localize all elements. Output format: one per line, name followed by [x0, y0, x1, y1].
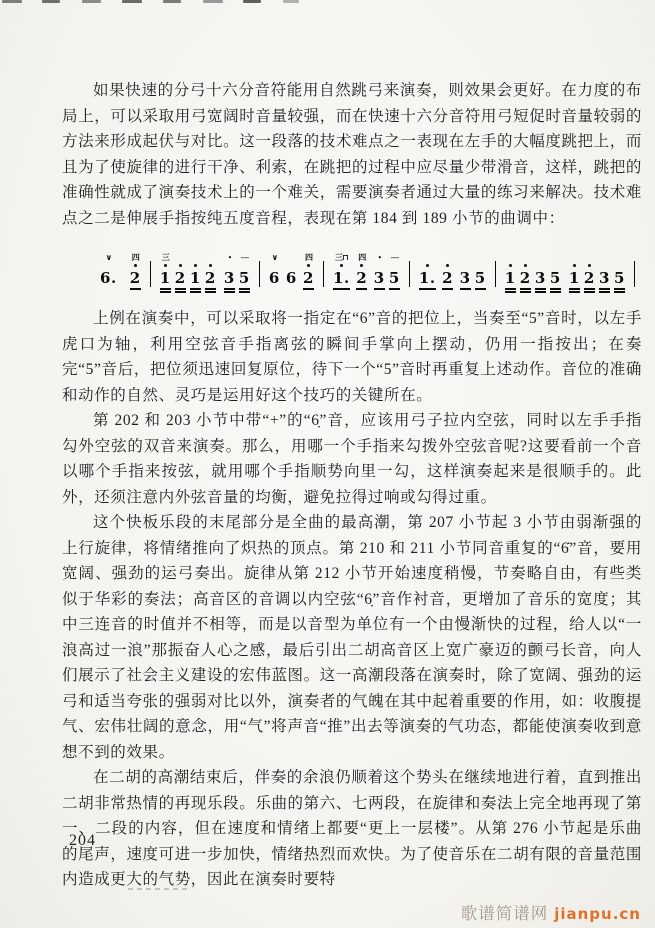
scan-dash: [82, 0, 101, 3]
body-text-column: [62, 78, 642, 893]
jianpu-notation-line: [98, 244, 642, 294]
notation-note: [614, 252, 625, 294]
notation-mark-up-bow: ∨: [105, 253, 112, 262]
page-number: 204: [69, 832, 96, 849]
notation-number: 2: [174, 269, 186, 287]
notation-beams: [333, 287, 350, 294]
notation-number: 5: [388, 269, 400, 287]
notation-number: 1: [568, 269, 580, 287]
notation-number: 1.: [418, 269, 436, 287]
notation-beams: [175, 287, 186, 294]
watermark-site-name: 歌谱简谱网: [460, 904, 549, 923]
notation-note: [460, 252, 471, 294]
notation-note: [520, 252, 531, 294]
notation-note: [160, 252, 171, 294]
notation-note: [205, 252, 216, 294]
notation-number: 5: [474, 269, 486, 287]
notation-beams: [374, 287, 385, 294]
notation-mark-fingering: 四: [358, 253, 366, 262]
paragraph-plucked-open-string: 第 202 和 203 小节中带“+”的“6̣”音，应该用弓子拉内空弦，同时以左手手指勾外空弦的双音来演奏。那么，用哪一个手指来勾拨外空弦音呢?这要看前一个音以哪个手指来按弦，就用哪个手指顺势向里一勾，这样演奏起来是很顺手的。此外，还须注意内外弦音量的均衡，避免拉得过响或勾得过重。: [62, 412, 642, 506]
notation-beams: [356, 287, 367, 294]
scan-artifact-dash: [128, 888, 190, 890]
notation-mark-fingering: •: [378, 253, 381, 262]
notation-number: 2: [129, 269, 141, 287]
notation-note: [356, 252, 367, 294]
notation-beams: [535, 287, 546, 294]
notation-barline: [259, 261, 260, 287]
paragraph-climax-section: 这个快板乐段的末尾部分是全曲的最高潮，第 207 小节起 3 小节由弱渐强的上行旋律，将情绪推向了炽热的顶点。第 210 和 211 小节同音重复的“6̇”音，要用宽阔、强劲的运弓奏出。旋律从第 212 小节开始速度稍慢，节奏略自由，有些类似于华彩的奏法；高音区的音调以内空弦“6̣”音作衬音，更增加了音乐的宽度；其中三连音的时值并不相等，而是以音型为单位有一个由慢渐快的过程，给人以“一浪高过一浪”那振奋人心之感，最后引出二胡高音区上宽广豪迈的颤弓长音，向人们展示了社会主义建设的宏伟蓝图。这一高潮段落在演奏时，除了宽阔、强劲的运弓和适当夸张的强弱对比以外，演奏者的气魄在其中起着重要的作用，如：收腹提气、宏伟壮阔的意念，用“气”将声音“推”出去等演奏的气功态，都能使演奏收到意想不到的效果。: [62, 514, 642, 761]
notation-note: [239, 252, 250, 294]
notation-beams: [550, 287, 561, 294]
notation-beams: [190, 287, 201, 294]
notation-number: 3: [598, 269, 610, 287]
notation-number: 2: [204, 269, 216, 287]
notation-beams: [460, 287, 471, 294]
notation-number: 2: [519, 269, 531, 287]
notation-mark-fingering: 三: [161, 253, 169, 262]
notation-beams: [224, 287, 235, 294]
notation-number: 3: [459, 269, 471, 287]
notation-mark-fingering: 三⊓: [335, 253, 348, 262]
notation-beams: [475, 287, 486, 294]
notation-beams: [130, 287, 141, 294]
notation-number: 1: [189, 269, 201, 287]
notation-note: [224, 252, 235, 294]
notation-mark-fingering: —: [240, 253, 248, 262]
notation-number: 5: [238, 269, 250, 287]
notation-note: [190, 252, 201, 294]
notation-number: 2: [442, 269, 454, 287]
notation-note: [569, 252, 580, 294]
notation-mark-fingering: •: [228, 253, 231, 262]
notation-beams: [505, 287, 516, 294]
paragraph-fingering-technique: 上例在演奏中，可以采取将一指定在“6”音的把位上，当奏至“5”音时，以左手虎口为轴，利用空弦音手指离弦的瞬间手掌向上摆动，仍用一指按出；在奏完“5”音后，把位须迅速回复原位，待下一个“5”音时再重复上述动作。音位的准确和动作的自然、灵巧是运用好这个技巧的关键所在。: [62, 310, 642, 404]
paragraph-bowing-technique: 如果快速的分弓十六分音符能用自然跳弓来演奏，则效果会更好。在力度的布局上，可以采取用弓宽阔时音量较强，而在快速十六分音符用弓短促时音量较弱的方法来形成起伏与对比。这一段落的技术难点之一表现在左手的大幅度跳把上，而且为了使旋律的进行干净、利索，在跳把的过程中应尽量少带滑音，这样，跳把的准确性就成了演奏技术上的一个难关，需要演奏者通过大量的练习来解决。技术难点之二是伸展手指按纯五度音程，表现在第 184 到 189 小节的曲调中：: [62, 82, 642, 227]
notation-note: [419, 252, 436, 294]
notation-beams: [389, 287, 400, 294]
notation-beams: [584, 287, 595, 294]
notation-beams: [442, 287, 453, 294]
notation-beams: [100, 287, 117, 294]
notation-note: [550, 252, 561, 294]
scan-dash: [283, 0, 299, 3]
notation-number: 6: [285, 269, 297, 287]
notation-beams: [239, 287, 250, 294]
scan-dash: [42, 0, 60, 3]
notation-barline: [323, 261, 324, 287]
notation-note: [175, 252, 186, 294]
scan-dash: [2, 0, 22, 3]
notation-number: 2: [302, 269, 314, 287]
watermark: [461, 900, 641, 924]
notation-beams: [160, 287, 171, 294]
notation-beams: [569, 287, 580, 294]
notation-beams: [419, 287, 436, 294]
notation-number: 2: [356, 269, 368, 287]
scan-dash: [203, 0, 223, 3]
notation-note: [374, 252, 385, 294]
scan-dash: [122, 0, 142, 3]
notation-note: [303, 252, 314, 294]
notation-barline: [409, 261, 410, 287]
notation-note: [442, 252, 453, 294]
notation-note: [286, 252, 297, 294]
notation-number: 6.: [100, 269, 117, 287]
watermark-domain: jianpu.cn: [554, 905, 641, 923]
scan-binding-marks: [0, 0, 655, 6]
notation-note: [333, 252, 350, 294]
notation-note: [584, 252, 595, 294]
notation-number: 1: [504, 269, 516, 287]
notation-number: 6: [268, 269, 280, 287]
notation-beams: [599, 287, 610, 294]
notation-barline: [150, 261, 151, 287]
notation-number: 5: [549, 269, 561, 287]
notation-mark-fingering: 四: [304, 253, 312, 262]
notation-note: [475, 252, 486, 294]
notation-beams: [520, 287, 531, 294]
paragraph-recapitulation: 在二胡的高潮结束后，伴奏的余浪仍顺着这个势头在继续地进行着，直到推出二胡非常热情的再现乐段。乐曲的第六、七两段，在旋律和奏法上完全地再现了第一、二段的内容，但在速度和情绪上都要“更上一层楼”。从第 276 小节起是乐曲的尾声，速度可进一步加快，情绪热烈而欢快。为了使音乐在二胡有限的音量范围内造成更大的气势，因此在演奏时要特: [62, 769, 642, 888]
notation-note: [535, 252, 546, 294]
notation-note: [599, 252, 610, 294]
notation-barline: [634, 261, 635, 287]
notation-number: 1: [159, 269, 171, 287]
notation-note: [505, 252, 516, 294]
notation-barline: [495, 261, 496, 287]
notation-beams: [303, 287, 314, 294]
notation-beams: [269, 287, 280, 294]
scan-dash: [243, 0, 261, 3]
notation-number: 2: [583, 269, 595, 287]
notation-beams: [286, 287, 297, 294]
scan-dash: [163, 0, 181, 3]
notation-mark-fingering: 四: [131, 253, 139, 262]
notation-note: [269, 252, 280, 294]
notation-note: [100, 252, 117, 294]
notation-note: [130, 252, 141, 294]
notation-number: 5: [614, 269, 626, 287]
notation-beams: [205, 287, 216, 294]
notation-number: 3: [534, 269, 546, 287]
notation-mark-fingering: —: [390, 253, 398, 262]
notation-number: 3: [373, 269, 385, 287]
notation-beams: [614, 287, 625, 294]
notation-number: 1.: [332, 269, 350, 287]
notation-note: [389, 252, 400, 294]
notation-number: 3: [223, 269, 235, 287]
notation-mark-up-bow: ∨: [271, 253, 278, 262]
